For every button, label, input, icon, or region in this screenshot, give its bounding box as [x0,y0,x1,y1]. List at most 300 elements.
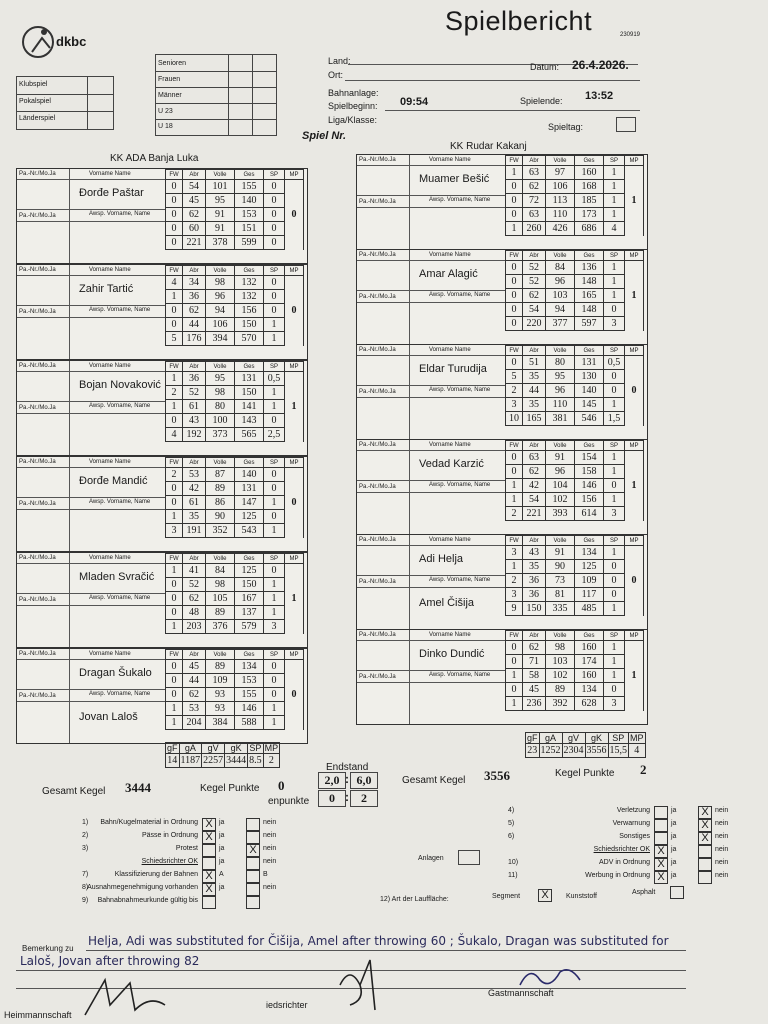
totals-header: gK [225,743,248,754]
score-row [166,606,304,620]
score-cell: 1 [506,479,523,493]
endpunkte-label: enpunkte [268,796,310,807]
checkbox-yes[interactable]: X [654,858,668,871]
field-label: Pa.-Nr./Mo.Ja [19,459,56,465]
guest-player-block [356,154,648,250]
guest-signature-label: Gastmannschaft [488,988,554,998]
checklist-item [82,857,342,869]
endstand-label: Endstand [326,762,369,773]
column-header-volle: Volle [206,650,235,660]
totals-cell: 2257 [203,755,224,766]
score-row [506,588,644,602]
score-cell: 134 [235,660,264,674]
score-cell: 0 [264,222,285,236]
score-cell: 0 [166,194,183,208]
checklist-label: Klassifizierung der Bahnen [114,871,198,878]
score-row [166,290,304,304]
checklist-label: ADV in Ordnung [599,859,650,866]
checklist-label: Verletzung [616,807,650,814]
home-kegelpunkte-label: Kegel Punkte [200,783,260,794]
score-row [506,289,644,303]
column-header-mp: MP [285,266,304,276]
score-cell: 98 [206,276,235,290]
score-cell: 0 [506,641,523,655]
score-cell: 0 [264,276,285,290]
score-cell: 185 [575,194,604,208]
column-header-volle: Volle [546,251,575,261]
checklist-item [82,870,342,882]
score-cell: 0 [166,414,183,428]
checklist-item [508,806,768,818]
score-cell: 52 [183,578,206,592]
field-label: Pa.-Nr./Mo.Ja [19,309,56,315]
anlagen-box[interactable] [458,850,480,865]
score-cell: 176 [183,332,206,346]
checkbox-no[interactable]: X [698,806,712,819]
score-cell: 45 [183,194,206,208]
score-cell: 146 [575,479,604,493]
score-row [506,493,644,507]
score-cell: 0,5 [604,356,625,370]
match-type-box [16,76,114,130]
page-title: Spielbericht [445,6,593,36]
column-header-volle: Volle [546,536,575,546]
score-cell: 203 [183,620,206,634]
column-header-abr: Abr [183,266,206,276]
column-header-sp: SP [604,251,625,261]
score-cell: 0 [506,465,523,479]
score-cell: 1 [604,493,625,507]
score-cell: 45 [183,660,206,674]
score-cell: 167 [235,592,264,606]
endstand-home: 2,0 [318,772,346,789]
score-cell: 546 [575,412,604,426]
score-cell: 0 [166,496,183,510]
field-label: Vorname Name [429,442,471,448]
column-header-abr: Abr [523,156,546,166]
home-player-name: Zahir Tartić [79,283,134,295]
score-cell: 0 [264,688,285,702]
score-cell: 2,5 [264,428,285,442]
score-cell: 110 [546,208,575,222]
score-cell: 1 [604,275,625,289]
score-cell: 0 [166,606,183,620]
score-row [506,546,644,560]
score-cell: 51 [523,356,546,370]
score-cell: 150 [523,602,546,616]
score-row [506,669,644,683]
checklist-number: 11) [508,872,518,879]
column-header-volle: Volle [546,631,575,641]
totals-cell: 15,5 [609,745,628,756]
column-header-sp: SP [604,631,625,641]
checkbox-yes[interactable] [202,896,216,909]
totals-header: gA [539,733,562,744]
score-row [506,507,644,521]
checklist-label: Sonstiges [619,833,650,840]
referee-signature-icon [330,955,390,1015]
score-cell: 93 [206,688,235,702]
score-cell: 143 [235,414,264,428]
score-cell: 154 [575,451,604,465]
score-cell: 61 [183,400,206,414]
column-header-fw: FW [166,266,183,276]
score-cell: 0 [264,468,285,482]
score-cell: 62 [183,304,206,318]
guest-player-block [356,249,648,345]
checklist-label: Bahnabnahmeurkunde gültig bis [97,897,198,904]
score-cell: 3 [604,317,625,331]
field-label: Awsp. Vorname, Name [89,691,151,697]
field-label: Vorname Name [429,157,471,163]
score-cell: 62 [183,592,206,606]
checklist-item [508,819,768,831]
score-cell: 125 [575,560,604,574]
score-cell: 36 [183,290,206,304]
checkbox-no[interactable] [698,858,712,871]
field-label: Pa.-Nr./Mo.Ja [19,501,56,507]
checkbox-no[interactable] [698,845,712,858]
score-cell: 91 [206,222,235,236]
score-cell: 393 [546,507,575,521]
column-header-volle: Volle [206,458,235,468]
score-cell: 58 [523,669,546,683]
score-cell: 3 [506,546,523,560]
score-cell: 84 [546,261,575,275]
home-player-block [16,552,308,648]
score-cell: 62 [183,688,206,702]
score-row [506,194,644,208]
score-cell: 352 [206,524,235,538]
field-label: Pa.-Nr./Mo.Ja [359,484,396,490]
score-cell: 1 [166,372,183,386]
checklist-number: 7) [82,871,89,878]
score-cell: 45 [523,683,546,697]
checkbox-no[interactable] [246,870,260,883]
score-cell: 113 [546,194,575,208]
checkbox-yes[interactable]: X [202,870,216,883]
score-cell: 36 [183,372,206,386]
score-cell: 44 [183,318,206,332]
column-header-sp: SP [264,266,285,276]
asphalt-checkbox[interactable] [670,886,684,899]
score-cell: 381 [546,412,575,426]
score-cell: 62 [523,180,546,194]
score-cell: 60 [183,222,206,236]
score-row [166,688,304,702]
score-row [166,276,304,290]
score-cell: 1 [264,524,285,538]
score-cell: 91 [206,208,235,222]
score-cell: 137 [235,606,264,620]
score-cell: 3 [604,697,625,711]
totals-header: gV [202,743,225,754]
score-cell: 150 [235,318,264,332]
checklist-label: Protest [175,845,198,852]
field-label: Awsp. Vorname, Name [429,292,491,298]
score-row [166,674,304,688]
field-label: Vorname Name [89,267,131,273]
checkbox-no[interactable] [246,896,260,909]
column-header-sp: SP [264,554,285,564]
column-header-ges: Ges [575,441,604,451]
score-row [166,180,304,194]
score-row [166,386,304,400]
score-cell: 73 [546,574,575,588]
score-cell: 0 [264,414,285,428]
checklist-label: Werbung in Ordnung [585,872,650,879]
score-cell: 628 [575,697,604,711]
liga-label: Liga/Klasse: [328,115,378,125]
endpunkte-guest: 2 [350,790,378,807]
bahnanlage-label: Bahnanlage: [328,88,379,98]
endstand-guest: 6,0 [350,772,378,789]
column-header-mp: MP [285,554,304,564]
score-cell: 101 [206,180,235,194]
score-cell: 36 [523,574,546,588]
checkbox-no[interactable] [246,883,260,896]
column-header-fw: FW [506,536,523,546]
logo-text: dkbc [56,34,87,49]
score-cell: 54 [183,180,206,194]
score-cell: 588 [235,716,264,730]
score-cell: 147 [235,496,264,510]
score-cell: 426 [546,222,575,236]
score-cell: 106 [206,318,235,332]
score-cell: 565 [235,428,264,442]
checkbox-no[interactable]: X [698,819,712,832]
checkbox-no[interactable]: X [698,832,712,845]
checklist-item [508,845,768,857]
score-cell: 236 [523,697,546,711]
score-row [506,208,644,222]
checkbox-yes[interactable] [202,844,216,857]
checkbox-yes-label: ja [219,819,225,826]
score-cell: 89 [206,482,235,496]
score-cell: 1 [506,560,523,574]
guest-player-name: Eldar Turudija [419,363,487,375]
score-cell: 145 [575,398,604,412]
score-cell: 36 [523,588,546,602]
field-label: Pa.-Nr./Mo.Ja [359,199,396,205]
field-label: Pa.-Nr./Mo.Ja [19,363,56,369]
score-cell: 1 [166,564,183,578]
field-label: Pa.-Nr./Mo.Ja [19,171,56,177]
score-cell: 63 [523,166,546,180]
score-cell: 373 [206,428,235,442]
guest-player-name: Dinko Dundić [419,648,485,660]
match-type-klub: Klubspiel [19,81,48,88]
score-cell: 35 [523,398,546,412]
score-cell: 48 [183,606,206,620]
score-cell: 141 [235,400,264,414]
score-row [506,370,644,384]
checkbox-no-label: nein [715,846,729,853]
score-cell: 132 [235,276,264,290]
checkbox-yes[interactable]: X [202,883,216,896]
column-header-ges: Ges [235,362,264,372]
score-cell: 150 [235,578,264,592]
score-cell: 0 [166,236,183,250]
score-row [166,660,304,674]
score-cell: 96 [546,465,575,479]
column-header-mp: MP [625,156,644,166]
checkbox-no-label: nein [715,872,729,879]
home-player-block [16,360,308,456]
field-label: Pa.-Nr./Mo.Ja [359,442,396,448]
totals-header: gK [585,733,608,744]
score-cell: 1 [264,400,285,414]
score-cell: 1 [604,208,625,222]
column-header-volle: Volle [206,554,235,564]
score-cell: 0 [264,208,285,222]
score-cell: 130 [575,370,604,384]
score-cell: 156 [235,304,264,318]
score-cell: 1 [604,546,625,560]
checkbox-no[interactable] [246,857,260,870]
guest-player-mp: 1 [625,166,644,236]
checkbox-yes[interactable] [654,832,668,845]
totals-header: gV [562,733,585,744]
score-cell: 43 [523,546,546,560]
score-cell: 0 [166,208,183,222]
home-player-mp: 0 [285,660,304,730]
field-label: Awsp. Vorname, Name [429,672,491,678]
score-cell: 96 [546,275,575,289]
checkbox-no[interactable] [246,831,260,844]
score-cell: 98 [206,386,235,400]
guest-player-name: Amar Alagić [419,268,478,280]
checkbox-no-label: nein [715,833,729,840]
score-row [166,400,304,414]
score-cell: 146 [235,702,264,716]
datum-label: Datum: [530,62,560,72]
score-cell: 35 [523,370,546,384]
checkbox-no[interactable] [698,871,712,884]
score-cell: 0 [506,289,523,303]
score-cell: 41 [183,564,206,578]
score-cell: 103 [546,655,575,669]
score-cell: 1,5 [604,412,625,426]
score-cell: 597 [575,317,604,331]
checkbox-yes[interactable] [654,806,668,819]
checkbox-yes[interactable]: X [202,818,216,831]
checklist-number: 2) [82,832,89,839]
class-frauen: Frauen [158,76,181,83]
remarks-label: Bemerkung zu [22,944,74,953]
checklist-number: 10) [508,859,519,866]
score-cell: 91 [546,546,575,560]
score-row [506,412,644,426]
column-header-volle: Volle [206,170,235,180]
column-header-abr: Abr [183,554,206,564]
checkbox-no[interactable] [246,818,260,831]
score-cell: 2 [166,468,183,482]
score-cell: 131 [575,356,604,370]
score-cell: 134 [575,683,604,697]
score-cell: 0 [264,304,285,318]
score-cell: 0 [166,318,183,332]
score-row [506,641,644,655]
score-cell: 91 [546,451,575,465]
field-label: Pa.-Nr./Mo.Ja [19,213,56,219]
score-row [166,620,304,634]
score-row [506,303,644,317]
home-player-block [16,264,308,360]
column-header-abr: Abr [523,631,546,641]
field-label: Vorname Name [89,555,131,561]
score-cell: 54 [523,493,546,507]
score-cell: 0 [506,261,523,275]
score-cell: 0 [604,303,625,317]
score-cell: 160 [575,166,604,180]
score-row [166,578,304,592]
score-cell: 1 [604,641,625,655]
checkbox-yes[interactable]: X [654,845,668,858]
score-row [166,496,304,510]
score-cell: 109 [575,574,604,588]
score-cell: 34 [183,276,206,290]
score-cell: 1 [166,702,183,716]
guest-player-block [356,534,648,630]
score-cell: 1 [604,166,625,180]
score-cell: 377 [546,317,575,331]
score-cell: 110 [546,398,575,412]
kunststoff-label: Kunststoff [566,893,598,900]
column-header-mp: MP [285,458,304,468]
column-header-ges: Ges [235,650,264,660]
totals-cell: 14 [167,755,178,766]
guest-team-name: KK Rudar Kakanj [450,141,527,152]
totals-header: gF [527,733,538,743]
checklist-number: 6) [508,833,515,840]
checklist-item [82,896,342,908]
column-header-ges: Ges [235,170,264,180]
column-header-sp: SP [264,170,285,180]
score-cell: 168 [575,180,604,194]
score-cell: 1 [166,290,183,304]
column-header-mp: MP [625,346,644,356]
score-cell: 394 [206,332,235,346]
score-cell: 3 [604,507,625,521]
checkbox-yes[interactable] [202,857,216,870]
guest-player-block [356,629,648,725]
score-cell: 0 [506,356,523,370]
score-cell: 80 [206,400,235,414]
home-player-name: Đorđe Mandić [79,475,148,487]
segment-checkbox[interactable]: X [538,889,552,902]
column-header-volle: Volle [206,266,235,276]
checkbox-yes[interactable]: X [654,871,668,884]
score-cell: 52 [523,261,546,275]
score-cell: 1 [264,496,285,510]
field-label: Pa.-Nr./Mo.Ja [359,674,396,680]
score-cell: 1 [264,606,285,620]
column-header-abr: Abr [523,536,546,546]
field-label: Awsp. Vorname, Name [429,482,491,488]
score-cell: 63 [523,208,546,222]
checkbox-yes[interactable]: X [202,831,216,844]
score-cell: 0 [604,370,625,384]
guest-totals [525,732,646,758]
column-header-volle: Volle [546,346,575,356]
checkbox-yes[interactable] [654,819,668,832]
score-cell: 0 [264,290,285,304]
checkbox-yes-label: ja [219,845,225,852]
score-row [166,318,304,332]
class-u23: U 23 [158,108,173,115]
checkbox-no[interactable]: X [246,844,260,857]
